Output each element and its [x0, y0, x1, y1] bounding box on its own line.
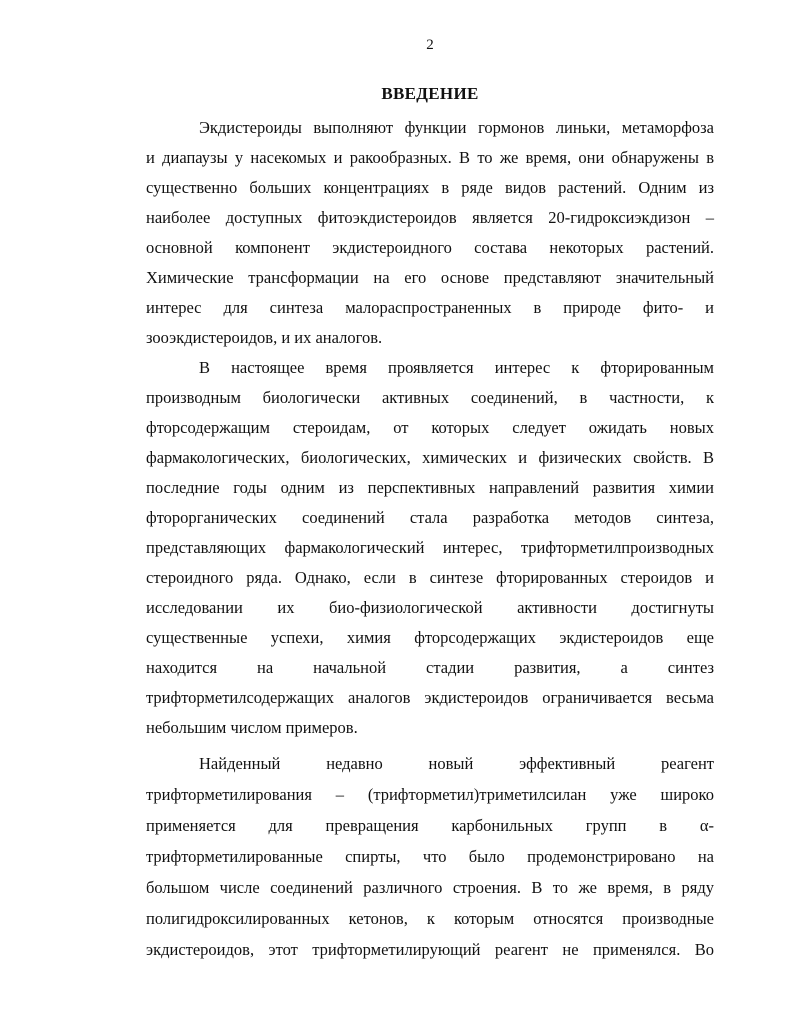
- paragraph-3-line-4: трифторметилированные спирты, что было продемонстрировано на: [146, 847, 714, 866]
- paragraph-1-line-3: существенно больших концентрациях в ряде видов растений. Одним из: [146, 178, 714, 197]
- section-heading: ВВЕДЕНИЕ: [381, 84, 479, 103]
- paragraph-2-line-4: фармакологических, биологических, химических и физических свойств. В: [146, 448, 714, 467]
- paragraph-3-line-5: большом числе соединений различного строения. В то же время, в ряду: [146, 878, 714, 897]
- paragraph-1-line-4: наиболее доступных фитоэкдистероидов является 20-гидроксиэкдизон –: [146, 208, 714, 227]
- paragraph-1-line-8: зооэкдистероидов, и их аналогов.: [146, 328, 383, 347]
- paragraph-2-line-3: фторсодержащим стероидам, от которых следует ожидать новых: [146, 418, 714, 437]
- paragraph-2-line-10: существенные успехи, химия фторсодержащих экдистероидов еще: [146, 628, 714, 647]
- paragraph-3-line-2: трифторметилирования – (трифторметил)триметилсилан уже широко: [146, 785, 714, 804]
- paragraph-3-line-1: Найденный недавно новый эффективный реагент: [199, 754, 714, 773]
- paragraph-2-line-9: исследовании их био-физиологической активности достигнуты: [146, 598, 714, 617]
- paragraph-3-line-6: полигидроксилированных кетонов, к которым относятся производные: [146, 909, 714, 928]
- page-number: 2: [426, 37, 434, 53]
- paragraph-2-line-12: трифторметилсодержащих аналогов экдистероидов ограничивается весьма: [146, 688, 714, 707]
- paragraph-1-line-2: и диапаузы у насекомых и ракообразных. В то же время, они обнаружены в: [146, 148, 714, 167]
- paragraph-2-line-8: стероидного ряда. Однако, если в синтезе фторированных стероидов и: [146, 568, 714, 587]
- paragraph-1-line-7: интерес для синтеза малораспространенных в природе фито- и: [146, 298, 714, 317]
- paragraph-2-line-1: В настоящее время проявляется интерес к фторированным: [199, 358, 714, 377]
- paragraph-2-line-5: последние годы одним из перспективных направлений развития химии: [146, 478, 714, 497]
- paragraph-3-line-3: применяется для превращения карбонильных групп в α-: [146, 816, 714, 835]
- paragraph-2-line-2: производным биологически активных соединений, в частности, к: [146, 388, 714, 407]
- paragraph-1-line-6: Химические трансформации на его основе представляют значительный: [146, 268, 714, 287]
- paragraph-2-line-7: представляющих фармакологический интерес, трифторметилпроизводных: [146, 538, 714, 557]
- paragraph-1-line-5: основной компонент экдистероидного состава некоторых растений.: [146, 238, 714, 257]
- paragraph-2-line-11: находится на начальной стадии развития, а синтез: [146, 658, 714, 677]
- paragraph-1-line-1: Экдистероиды выполняют функции гормонов линьки, метаморфоза: [199, 118, 714, 137]
- paragraph-2-line-6: фторорганических соединений стала разработка методов синтеза,: [146, 508, 714, 527]
- paragraph-3-line-7: экдистероидов, этот трифторметилирующий реагент не применялся. Во: [146, 940, 714, 959]
- paragraph-2-line-13: небольшим числом примеров.: [146, 718, 358, 737]
